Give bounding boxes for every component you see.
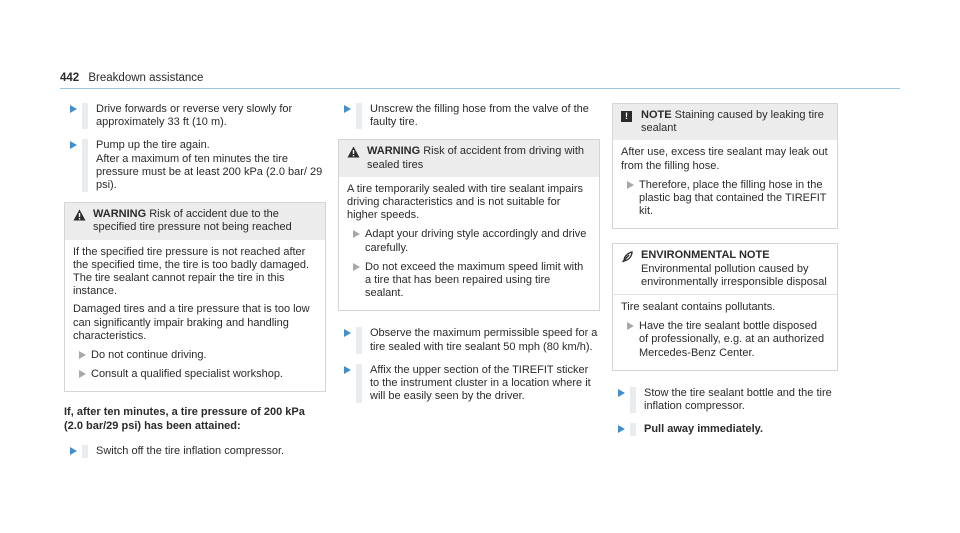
arrow-icon: [79, 351, 86, 359]
section-title: Breakdown assistance: [88, 72, 204, 84]
environmental-action: Have the tire sealant bottle disposed of professionally, e.g. at an authorized Mercedes-Benz Center.: [621, 320, 829, 360]
environmental-note-box: ENVIRONMENTAL NOTE Environmental pollution caused by environmentally irresponsible disposal Tire sealant contains pollutants. Have the tire sealant bottle disposed of professionally, e.g. at an authorized Mercedes-Benz Center.: [612, 243, 838, 370]
warning-action: Adapt your driving style accordingly and drive carefully.: [347, 228, 591, 254]
step-stow: Stow the tire sealant bottle and the tire inflation compressor.: [612, 387, 838, 413]
note-label: NOTE: [641, 109, 672, 121]
warning-box-pressure: WARNING Risk of accident due to the specified tire pressure not being reached If the specified tire pressure is not reached after the specified time, the tire is too badly damaged. The tire sealant cannot repair the tire in this instance. Damaged tires and a tire pressure that is too low can significantly impair braking and handling characteristics. Do not continue driving. Consult a qualified specialist workshop.: [64, 202, 326, 392]
page-header: [60, 72, 203, 84]
subheading: If, after ten minutes, a tire pressure of 200 kPa (2.0 bar/29 psi) has been attained:: [64, 406, 305, 432]
column-2: [338, 103, 600, 413]
step-observe: Observe the maximum permissible speed for a tire sealed with tire sealant 50 mph (80 km/h).: [338, 327, 600, 353]
arrow-icon: [70, 447, 77, 455]
note-box: ! NOTE Staining caused by leaking tire sealant After use, excess tire sealant may leak out from the filling hose. Therefore, place the filling hose in the plastic bag that contained the TIREFIT kit.: [612, 103, 838, 229]
column-3: [612, 103, 838, 446]
header-rule: [60, 88, 900, 89]
arrow-icon: [353, 230, 360, 238]
exclamation-icon: !: [621, 111, 632, 122]
step-drive: Drive forwards or reverse very slowly for approximately 33 ft (10 m).: [64, 103, 326, 129]
arrow-icon: [618, 389, 625, 397]
arrow-icon: [344, 329, 351, 337]
arrow-icon: [344, 366, 351, 374]
note-action: Therefore, place the filling hose in the plastic bag that contained the TIREFIT kit.: [621, 179, 829, 219]
step-pump: Pump up the tire again. After a maximum of ten minutes the tire pressure must be at least 200 kPa (2.0 bar/ 29 psi).: [64, 139, 326, 192]
step-unscrew: Unscrew the filling hose from the valve of the faulty tire.: [338, 103, 600, 129]
arrow-icon: [627, 181, 634, 189]
warning-action: Do not exceed the maximum speed limit with a tire that has been repaired using tire sealant.: [347, 261, 591, 301]
warning-triangle-icon: [73, 209, 86, 221]
environmental-note-title: Environmental pollution caused by environmentally irresponsible disposal: [641, 262, 827, 288]
warning-triangle-icon: [347, 146, 360, 158]
arrow-icon: [79, 370, 86, 378]
step-switch-off: Switch off the tire inflation compressor.: [64, 445, 326, 458]
warning-label: WARNING: [367, 145, 421, 158]
step-pull-away: Pull away immediately.: [612, 423, 838, 436]
column-1: [64, 103, 326, 468]
arrow-icon: [618, 425, 625, 433]
warning-title: Risk of accident due to the specified tire pressure not being reached: [93, 208, 292, 234]
recycling-icon: [621, 250, 634, 263]
warning-action: Do not continue driving.: [73, 349, 317, 362]
warning-label: WARNING: [93, 208, 147, 221]
page-number: 442: [60, 72, 80, 84]
warning-title: Risk of accident from driving with sealed tires: [367, 145, 585, 171]
environmental-note-label: ENVIRONMENTAL NOTE: [641, 249, 770, 262]
arrow-icon: [353, 263, 360, 271]
arrow-icon: [70, 105, 77, 113]
warning-action: Consult a qualified specialist workshop.: [73, 368, 317, 381]
arrow-icon: [70, 141, 77, 149]
arrow-icon: [627, 322, 634, 330]
note-title: Staining caused by leaking tire sealant: [641, 109, 824, 135]
warning-box-sealed-tires: WARNING Risk of accident from driving with sealed tires A tire temporarily sealed with tire sealant impairs driving characteristics and is not suitable for higher speeds. Adapt your driving style accordingly and drive carefully. Do not exceed the maximum speed limit with a tire that has been repaired using tire sealant.: [338, 139, 600, 311]
arrow-icon: [344, 105, 351, 113]
step-affix: Affix the upper section of the TIREFIT sticker to the instrument cluster in a location where it will be easily seen by the driver.: [338, 364, 600, 404]
